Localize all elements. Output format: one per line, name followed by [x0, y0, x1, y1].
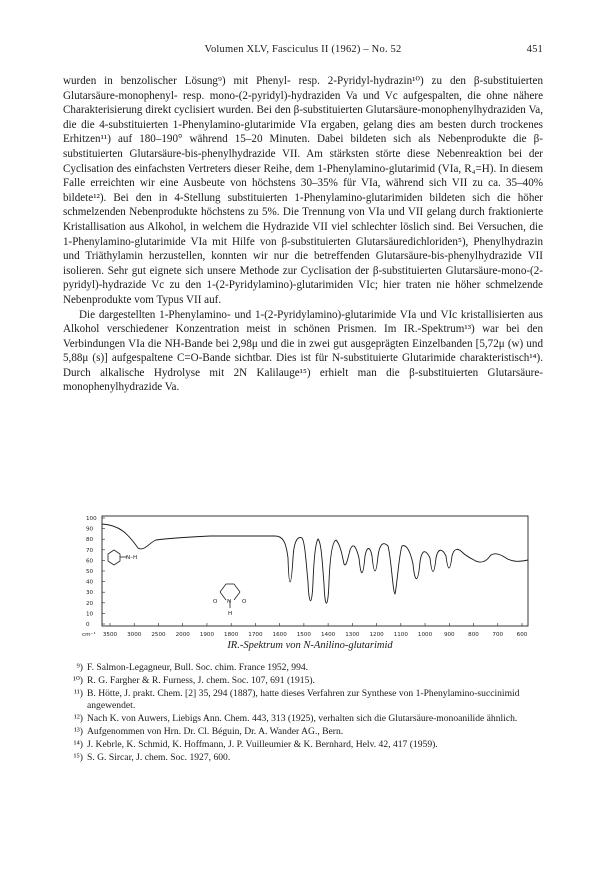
x-unit-label: cm⁻¹	[82, 632, 96, 638]
y-tick-label: 80	[86, 537, 94, 544]
footnote-text: F. Salmon-Legagneur, Bull. Soc. chim. France 1952, 994.	[87, 662, 309, 673]
y-tick-label: 100	[86, 516, 97, 522]
footnote-text: R. G. Fargher & R. Furness, J. chem. Soc. 107, 691 (1915).	[87, 675, 315, 687]
bond-line	[220, 592, 226, 600]
paragraph: Die dargestellten 1-Phenylamino- und 1-(2-Pyridylamino)-glutarimide VIa und VIc kristallisierten aus Alkohol verschiedener Konzentration meist in schönen Prismen. Im IR.-Spektrum¹³) war bei den Verbindungen VIa die NH-Bande bei 2,98μ und die in zwei gut ausgeprägten Einzelbanden [5,72μ (w) und 5,88μ (s)] aufgespaltene C=O-Bande sichtbar. Dies ist für N-substituierte Glutarimide charakteristisch¹⁴). Durch alkalische Hydrolyse mit 2N Kalilauge¹⁵) erhielt man die β-substituierten Glutarsäure-monophenylhydrazide Va.	[63, 308, 543, 394]
x-tick-label: 1500	[296, 632, 312, 638]
bond-line	[234, 584, 240, 592]
x-tick-label: 1700	[248, 632, 263, 638]
footnote-text: Aufgenommen von Hrn. Dr. Cl. Béguin, Dr. A. Wander AG., Bern.	[87, 726, 344, 738]
footnote	[63, 675, 545, 686]
footnote-mark: ⁹)	[76, 662, 83, 673]
x-tick-label: 900	[443, 632, 455, 638]
footnote-mark: ¹⁴)	[73, 739, 83, 751]
footnote	[63, 726, 545, 737]
running-header	[63, 44, 543, 62]
footnote-text: B. Hötte, J. prakt. Chem. [2] 35, 294 (1887), hatte dieses Verfahren zur Synthese von 1-Phenylamino-succinimid angewendet.	[87, 688, 520, 711]
bond-line	[234, 592, 240, 600]
y-tick-label: 20	[86, 600, 94, 607]
x-tick-label: 1800	[224, 632, 239, 638]
y-tick-label: 10	[86, 611, 94, 618]
footnote-mark: ¹⁵)	[73, 752, 83, 764]
x-tick-label: 1400	[320, 632, 336, 638]
x-tick-label: 3500	[102, 632, 118, 638]
x-tick-label: 1100	[393, 632, 408, 638]
x-tick-label: 2500	[151, 632, 166, 638]
oxygen-label: O	[242, 599, 247, 605]
footnote	[63, 688, 545, 710]
footnote	[63, 662, 545, 673]
body-text	[63, 74, 543, 395]
ir-spectrum-plot	[80, 512, 540, 640]
x-tick-label: 700	[492, 632, 504, 638]
footnote-mark: ¹⁰)	[73, 675, 83, 687]
x-tick-label: 2000	[175, 632, 190, 638]
x-tick-label: 1900	[199, 632, 215, 638]
y-tick-label: 0	[86, 622, 90, 628]
figure-caption: IR.-Spektrum von N-Anilino-glutarimid	[227, 640, 393, 651]
ring-nitrogen-label: N	[227, 599, 232, 605]
footnote-mark: ¹²)	[74, 712, 83, 724]
footnote-text: S. G. Sircar, J. chem. Soc. 1927, 600.	[87, 752, 231, 764]
footnote	[63, 713, 545, 724]
x-axis	[82, 623, 528, 638]
paragraph: wurden in benzolischer Lösung⁹) mit Phenyl- resp. 2-Pyridyl-hydrazin¹⁰) zu den β-substituierten Glutarsäure-monophenyl- resp. mono-(2-pyridyl)-hydraziden Va und Vc aufgespalten, die ohne nähere Charakterisierung direkt cyclisiert wurden. Bei den β-substituierten Glutarsäure-monophenylhydraziden Va, die die 4-substituierten 1-Phenylamino-glutarimide VIa ergaben, gelang dies am besten durch trockenes Erhitzen¹¹) auf 180–190° während 15–20 Minuten. Dabei bildeten sich als Nebenprodukte die β-substituierten Glutarsäure-bis-phenylhydrazide VII. Am stärksten störte diese Nebenreaktion bei der Cyclisation des einfachsten Vertreters dieser Reihe, dem 1-Phenylamino-glutarimid (VIa, R₄=H). In diesem Falle erreichten wir eine Ausbeute von höchstens 30–35% für VIa, während sich VII zu ca. 35–40% bildete¹²). Bei den in 4-Stellung substituierten 1-Phenylamino-glutarimiden bildeten sich die höher schmelzenden Nebenprodukte höchstens zu 5%. Die Trennung von VIa und VII gelang durch fraktionierte Kristallisation aus Alkohol, in welchem die Hydrazide VII viel schlechter löslich sind. Bei Versuchen, die 1-Phenylamino-glutarimide VIa mit Hilfe von β-substituierten Glutarsäuredichloriden⁵), Phenylhydrazin und Triäthylamin herzustellen, konnten wir nur die betreffenden Glutarsäure-bis-phenylhydrazide VII isolieren. Sehr gut eignete sich unsere Methode zur Cyclisation der β-substituierten Glutarsäure-mono-(2-pyridyl)-hydrazide Vc zu den 1-(2-Pyridylamino)-glutarimiden VIc; hier traten nie höher schmelzende Nebenprodukte vom Typus VII auf.	[63, 75, 543, 306]
running-title: Volumen XLV, Fasciculus II (1962) – No. 52	[204, 44, 402, 55]
y-tick-label: 50	[86, 569, 94, 575]
footnote-text: Nach K. von Auwers, Liebigs Ann. Chem. 443, 313 (1925), verhalten sich die Glutarsäure-monoanilide ähnlich.	[87, 712, 518, 724]
y-tick-label: 30	[86, 590, 94, 597]
ir-spectrum-figure	[80, 512, 540, 640]
y-tick-label: 90	[86, 526, 94, 533]
x-tick-label: 1600	[272, 632, 287, 638]
x-tick-label: 1000	[417, 632, 433, 638]
nh-label: N–H	[126, 555, 138, 561]
footnote	[63, 739, 545, 750]
footnote	[63, 752, 545, 763]
spectrum-trace	[102, 524, 528, 603]
y-tick-label: 70	[86, 547, 94, 554]
benzene-ring-icon	[108, 550, 120, 565]
footnote-mark: ¹³)	[74, 726, 83, 738]
y-tick-label: 40	[86, 579, 94, 586]
page-number: 451	[526, 44, 543, 55]
x-tick-label: 1200	[369, 632, 384, 638]
x-tick-label: 800	[468, 632, 479, 638]
footnote-text: J. Kebrle, K. Schmid, K. Hoffmann, J. P. Vuilleumier & K. Bernhard, Helv. 42, 417 (1959).	[87, 739, 438, 751]
oxygen-label: O	[213, 599, 218, 605]
x-tick-label: 3000	[127, 632, 142, 638]
imide-hydrogen-label: H	[228, 611, 233, 617]
footnotes	[63, 662, 545, 766]
y-tick-label: 60	[86, 558, 94, 565]
bond-line	[220, 584, 226, 592]
plot-frame	[102, 516, 528, 626]
x-tick-label: 1300	[345, 632, 360, 638]
footnote-mark: ¹¹)	[74, 688, 83, 700]
x-tick-label: 600	[516, 632, 528, 638]
page	[63, 44, 543, 395]
